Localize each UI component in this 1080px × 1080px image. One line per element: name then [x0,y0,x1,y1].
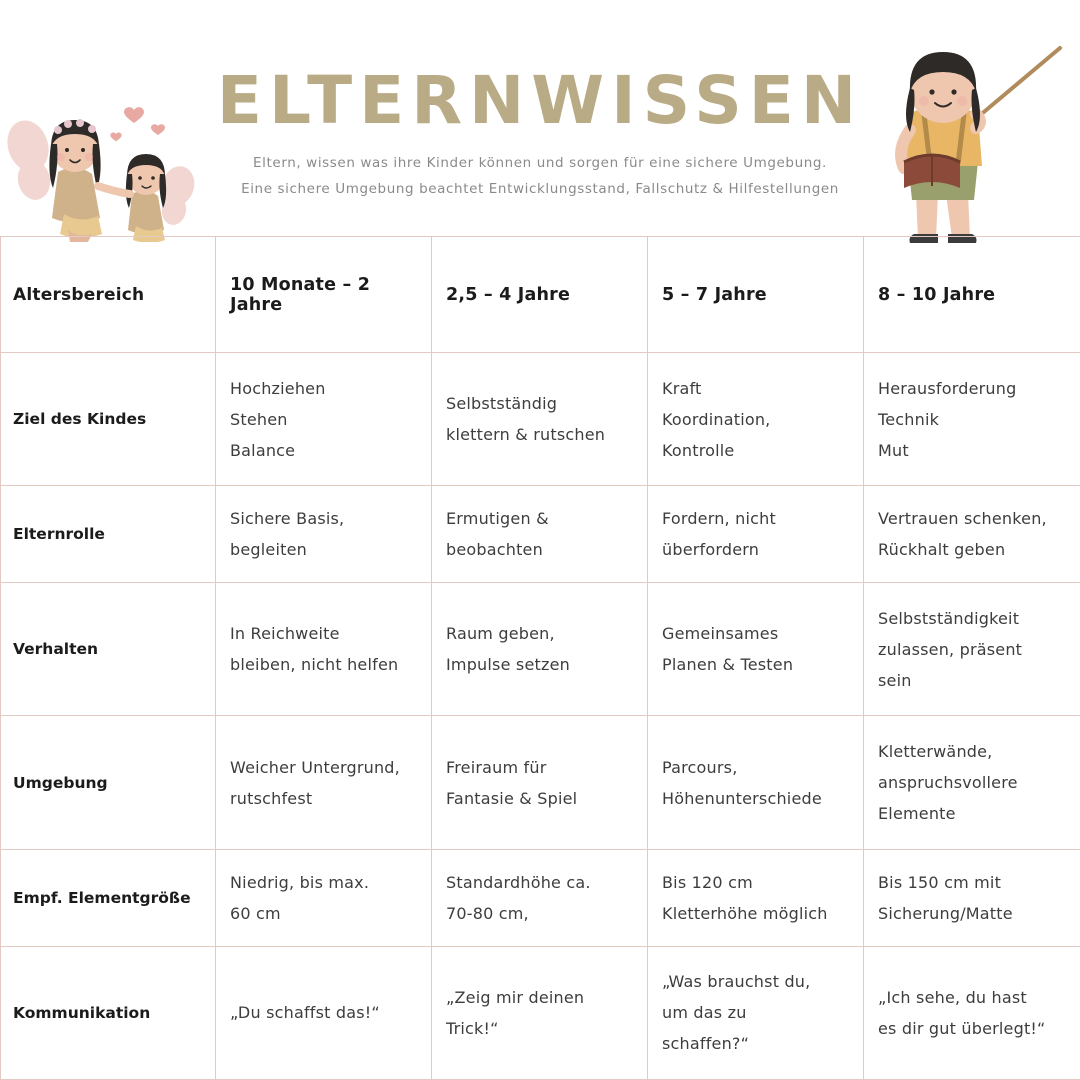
cell-line: bleiben, nicht helfen [230,655,399,675]
cell-line: Kontrolle [662,440,735,460]
cell-line: Kraft [662,378,702,398]
cell-line: Technik [878,409,940,429]
row-label-umgebung: Umgebung [1,716,216,849]
poster-header [0,0,1080,236]
cell-line: um das zu [662,1003,747,1023]
column-header-2: 5 – 7 Jahre [648,237,864,353]
cell-line: Raum geben, [446,624,555,644]
cell-line: Gemeinsames [662,624,779,644]
row-label-empf-elementgroesse: Empf. Elementgröße [1,849,216,946]
row-label-ziel-des-kindes: Ziel des Kindes [1,353,216,486]
row-label-kommunikation: Kommunikation [1,946,216,1079]
cell-ziel-2 [648,353,864,486]
age-guidance-table [0,236,1080,1080]
cell-line: Herausforderung [878,378,1017,398]
cell-line: Mut [878,440,909,460]
cell-verhalten-3 [864,583,1080,716]
cell-line: schaffen?“ [662,1034,750,1054]
cell-line: Weicher Untergrund, [230,757,400,777]
cell-kommunikation-3 [864,946,1080,1079]
cell-line: „Ich sehe, du hast [878,987,1027,1007]
table-row [1,946,1080,1079]
cell-groesse-2 [648,849,864,946]
age-guidance-table-wrapper [0,236,1080,1080]
cell-elternrolle-1 [432,486,648,583]
cell-line: 60 cm [230,903,281,923]
cell-line: Ermutigen & [446,509,549,529]
table-header [1,237,1080,353]
table-row [1,486,1080,583]
cell-line: zulassen, präsent [878,639,1023,659]
cell-verhalten-0 [216,583,432,716]
cell-line: sein [878,670,912,690]
boy-with-book-and-pointer-illustration [854,44,1064,249]
table-row [1,849,1080,946]
table-corner-label: Altersbereich [1,237,216,353]
column-header-3: 8 – 10 Jahre [864,237,1080,353]
cell-line: Balance [230,440,296,460]
cell-umgebung-3 [864,716,1080,849]
table-row [1,583,1080,716]
page-subtitle [180,150,900,202]
cell-line: Stehen [230,409,288,429]
subtitle-line-2: Eine sichere Umgebung beachtet Entwicklungsstand, Fallschutz & Hilfestellungen [241,181,839,197]
cell-line: Vertrauen schenken, [878,509,1047,529]
cell-line: In Reichweite [230,624,340,644]
cell-line: Hochziehen [230,378,326,398]
table-row [1,716,1080,849]
cell-kommunikation-2 [648,946,864,1079]
cell-line: Trick!“ [446,1018,499,1038]
table-header-row [1,237,1080,353]
table-body [1,353,1080,1080]
cell-verhalten-2 [648,583,864,716]
cell-line: Parcours, [662,757,738,777]
cell-elternrolle-2 [648,486,864,583]
cell-line: klettern & rutschen [446,425,606,445]
cell-line: „Du schaffst das!“ [230,1003,380,1023]
cell-ziel-0 [216,353,432,486]
page-title: ELTERNWISSEN [216,62,864,139]
cell-line: Sichere Basis, [230,509,345,529]
cell-line: Fordern, nicht [662,509,776,529]
column-header-0: 10 Monate – 2 Jahre [216,237,432,353]
cell-verhalten-1 [432,583,648,716]
cell-line: „Zeig mir deinen [446,987,585,1007]
cell-line: beobachten [446,540,543,560]
cell-line: es dir gut überlegt!“ [878,1018,1046,1038]
cell-line: Kletterwände, [878,742,993,762]
cell-line: Sicherung/Matte [878,903,1013,923]
cell-line: Höhenunterschiede [662,788,822,808]
column-header-1: 2,5 – 4 Jahre [432,237,648,353]
cell-groesse-0 [216,849,432,946]
subtitle-line-1: Eltern, wissen was ihre Kinder können und sorgen für eine sichere Umgebung. [253,155,827,171]
cell-umgebung-1 [432,716,648,849]
cell-line: rutschfest [230,788,313,808]
cell-umgebung-2 [648,716,864,849]
cell-umgebung-0 [216,716,432,849]
cell-elternrolle-3 [864,486,1080,583]
cell-line: Fantasie & Spiel [446,788,578,808]
cell-line: Freiraum für [446,757,547,777]
cell-line: Koordination, [662,409,771,429]
cell-line: anspruchsvollere [878,773,1018,793]
cell-line: Bis 150 cm mit [878,872,1002,892]
cell-ziel-1 [432,353,648,486]
cell-line: Kletterhöhe möglich [662,903,828,923]
cell-line: Planen & Testen [662,655,794,675]
cell-elternrolle-0 [216,486,432,583]
cell-kommunikation-1 [432,946,648,1079]
row-label-elternrolle: Elternrolle [1,486,216,583]
cell-line: Impulse setzen [446,655,570,675]
row-label-verhalten: Verhalten [1,583,216,716]
cell-line: Elemente [878,804,956,824]
cell-ziel-3 [864,353,1080,486]
cell-line: Rückhalt geben [878,540,1006,560]
cell-line: Standardhöhe ca. [446,872,591,892]
cell-groesse-3 [864,849,1080,946]
cell-line: Selbstständig [446,394,558,414]
cell-line: überfordern [662,540,760,560]
cell-line: „Was brauchst du, [662,972,811,992]
cell-line: begleiten [230,540,307,560]
cell-line: Bis 120 cm [662,872,753,892]
cell-kommunikation-0 [216,946,432,1079]
cell-line: Niedrig, bis max. [230,872,370,892]
cell-line: 70-80 cm, [446,903,529,923]
cell-groesse-1 [432,849,648,946]
cell-line: Selbstständigkeit [878,608,1020,628]
table-row [1,353,1080,486]
